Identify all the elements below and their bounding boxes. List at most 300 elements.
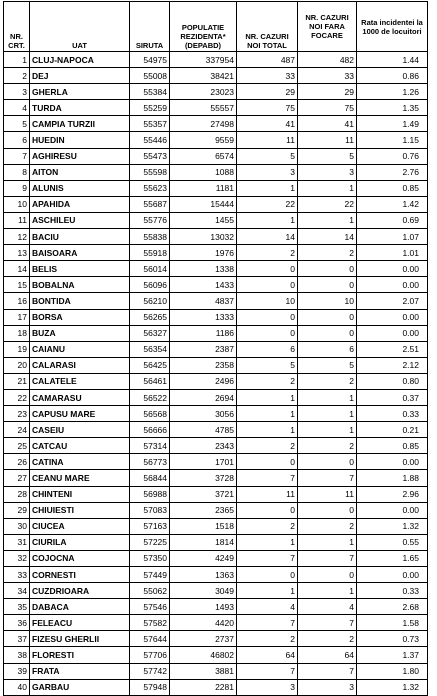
cell-population[interactable]: 1433 (170, 277, 237, 293)
cell-population[interactable]: 1493 (170, 599, 237, 615)
cell-siruta[interactable]: 57083 (130, 502, 170, 518)
cell-nr[interactable]: 32 (4, 550, 30, 566)
cell-uat[interactable]: CASEIU (30, 422, 130, 438)
cell-uat[interactable]: TURDA (30, 100, 130, 116)
cell-cases-total[interactable]: 11 (237, 132, 298, 148)
cell-population[interactable]: 3721 (170, 486, 237, 502)
cell-cases-no-focus[interactable]: 33 (298, 68, 357, 84)
cell-nr[interactable]: 9 (4, 180, 30, 196)
cell-rate[interactable]: 0.21 (357, 422, 428, 438)
cell-siruta[interactable]: 55384 (130, 84, 170, 100)
cell-uat[interactable]: BORSA (30, 309, 130, 325)
cell-nr[interactable]: 18 (4, 325, 30, 341)
cell-population[interactable]: 6574 (170, 148, 237, 164)
cell-nr[interactable]: 36 (4, 615, 30, 631)
cell-nr[interactable]: 1 (4, 52, 30, 68)
cell-rate[interactable]: 0.00 (357, 309, 428, 325)
header-cases-no-focus[interactable]: NR. CAZURI NOI FARA FOCARE (298, 2, 357, 52)
cell-uat[interactable]: BELIS (30, 261, 130, 277)
cell-cases-total[interactable]: 0 (237, 325, 298, 341)
cell-cases-no-focus[interactable]: 7 (298, 470, 357, 486)
cell-cases-no-focus[interactable]: 1 (298, 406, 357, 422)
cell-cases-total[interactable]: 487 (237, 52, 298, 68)
cell-population[interactable]: 2343 (170, 438, 237, 454)
cell-cases-total[interactable]: 6 (237, 341, 298, 357)
cell-uat[interactable]: CAIANU (30, 341, 130, 357)
cell-rate[interactable]: 1.88 (357, 470, 428, 486)
cell-nr[interactable]: 8 (4, 164, 30, 180)
cell-cases-no-focus[interactable]: 0 (298, 261, 357, 277)
cell-cases-total[interactable]: 0 (237, 454, 298, 470)
cell-cases-no-focus[interactable]: 5 (298, 357, 357, 373)
cell-cases-total[interactable]: 1 (237, 406, 298, 422)
cell-cases-no-focus[interactable]: 14 (298, 229, 357, 245)
cell-cases-total[interactable]: 0 (237, 309, 298, 325)
cell-population[interactable]: 1814 (170, 534, 237, 550)
cell-uat[interactable]: GARBAU (30, 679, 130, 695)
table-row (4, 438, 428, 454)
cell-cases-no-focus[interactable]: 2 (298, 631, 357, 647)
cell-cases-no-focus[interactable]: 2 (298, 373, 357, 389)
cell-siruta[interactable]: 55838 (130, 229, 170, 245)
cell-rate[interactable]: 1.44 (357, 52, 428, 68)
cell-siruta[interactable]: 57350 (130, 550, 170, 566)
cell-nr[interactable]: 16 (4, 293, 30, 309)
cell-population[interactable]: 38421 (170, 68, 237, 84)
cell-siruta[interactable]: 56568 (130, 406, 170, 422)
cell-cases-total[interactable]: 22 (237, 196, 298, 212)
cell-siruta[interactable]: 54975 (130, 52, 170, 68)
table-row (4, 454, 428, 470)
cell-population[interactable]: 2694 (170, 389, 237, 405)
cell-rate[interactable]: 0.00 (357, 502, 428, 518)
cell-uat[interactable]: CUZDRIOARA (30, 583, 130, 599)
cell-population[interactable]: 2387 (170, 341, 237, 357)
cell-siruta[interactable]: 56014 (130, 261, 170, 277)
cell-cases-no-focus[interactable]: 41 (298, 116, 357, 132)
cell-nr[interactable]: 23 (4, 406, 30, 422)
cell-uat[interactable]: BUZA (30, 325, 130, 341)
cell-cases-no-focus[interactable]: 11 (298, 132, 357, 148)
cell-cases-total[interactable]: 1 (237, 389, 298, 405)
cell-cases-total[interactable]: 7 (237, 663, 298, 679)
cell-siruta[interactable]: 57163 (130, 518, 170, 534)
table-row (4, 502, 428, 518)
cell-uat[interactable]: CATINA (30, 454, 130, 470)
cell-nr[interactable]: 5 (4, 116, 30, 132)
cell-nr[interactable]: 13 (4, 245, 30, 261)
cell-uat[interactable]: CLUJ-NAPOCA (30, 52, 130, 68)
cell-nr[interactable]: 7 (4, 148, 30, 164)
cell-uat[interactable]: FRATA (30, 663, 130, 679)
cell-nr[interactable]: 3 (4, 84, 30, 100)
cell-cases-no-focus[interactable]: 0 (298, 502, 357, 518)
cell-rate[interactable]: 0.85 (357, 438, 428, 454)
cell-cases-total[interactable]: 64 (237, 647, 298, 663)
cell-cases-no-focus[interactable]: 75 (298, 100, 357, 116)
cell-population[interactable]: 2496 (170, 373, 237, 389)
cell-nr[interactable]: 11 (4, 212, 30, 228)
cell-cases-no-focus[interactable]: 4 (298, 599, 357, 615)
cell-cases-total[interactable]: 7 (237, 550, 298, 566)
cell-siruta[interactable]: 56988 (130, 486, 170, 502)
cell-cases-no-focus[interactable]: 2 (298, 438, 357, 454)
cell-siruta[interactable]: 56522 (130, 389, 170, 405)
header-rate[interactable]: Rata incidentei la 1000 de locuitori (357, 2, 428, 52)
cell-population[interactable]: 13032 (170, 229, 237, 245)
cell-uat[interactable]: CEANU MARE (30, 470, 130, 486)
cell-cases-total[interactable]: 3 (237, 164, 298, 180)
cell-population[interactable]: 1088 (170, 164, 237, 180)
cell-siruta[interactable]: 57449 (130, 567, 170, 583)
cell-population[interactable]: 23023 (170, 84, 237, 100)
cell-population[interactable]: 9559 (170, 132, 237, 148)
cell-uat[interactable]: HUEDIN (30, 132, 130, 148)
cell-population[interactable]: 2358 (170, 357, 237, 373)
cell-population[interactable]: 1363 (170, 567, 237, 583)
table-row (4, 406, 428, 422)
cell-cases-total[interactable]: 1 (237, 583, 298, 599)
cell-cases-total[interactable]: 1 (237, 422, 298, 438)
cell-population[interactable]: 4420 (170, 615, 237, 631)
cell-rate[interactable]: 0.00 (357, 261, 428, 277)
cell-population[interactable]: 2365 (170, 502, 237, 518)
cell-nr[interactable]: 27 (4, 470, 30, 486)
cell-rate[interactable]: 0.73 (357, 631, 428, 647)
cell-uat[interactable]: FIZESU GHERLII (30, 631, 130, 647)
cell-nr[interactable]: 25 (4, 438, 30, 454)
cell-cases-no-focus[interactable]: 2 (298, 518, 357, 534)
cell-population[interactable]: 55557 (170, 100, 237, 116)
cell-rate[interactable]: 2.96 (357, 486, 428, 502)
cell-cases-no-focus[interactable]: 1 (298, 583, 357, 599)
cell-cases-total[interactable]: 4 (237, 599, 298, 615)
cell-cases-total[interactable]: 41 (237, 116, 298, 132)
cell-siruta[interactable]: 57644 (130, 631, 170, 647)
cell-cases-total[interactable]: 1 (237, 534, 298, 550)
cell-uat[interactable]: CALATELE (30, 373, 130, 389)
header-population[interactable]: POPULATIE REZIDENTA* (DEPABD) (170, 2, 237, 52)
cell-cases-no-focus[interactable]: 1 (298, 180, 357, 196)
cell-cases-no-focus[interactable]: 1 (298, 212, 357, 228)
cell-siruta[interactable]: 56666 (130, 422, 170, 438)
cell-uat[interactable]: BONTIDA (30, 293, 130, 309)
cell-cases-no-focus[interactable]: 482 (298, 52, 357, 68)
cell-population[interactable]: 1455 (170, 212, 237, 228)
cell-uat[interactable]: CIURILA (30, 534, 130, 550)
cell-uat[interactable]: DABACA (30, 599, 130, 615)
cell-siruta[interactable]: 55623 (130, 180, 170, 196)
cell-nr[interactable]: 39 (4, 663, 30, 679)
cell-population[interactable]: 1186 (170, 325, 237, 341)
header-cases-total[interactable]: NR. CAZURI NOI TOTAL (237, 2, 298, 52)
cell-rate[interactable]: 1.35 (357, 100, 428, 116)
cell-nr[interactable]: 14 (4, 261, 30, 277)
cell-uat[interactable]: BACIU (30, 229, 130, 245)
cell-population[interactable]: 2281 (170, 679, 237, 695)
cell-cases-no-focus[interactable]: 3 (298, 164, 357, 180)
cell-rate[interactable]: 0.86 (357, 68, 428, 84)
cell-siruta[interactable]: 56461 (130, 373, 170, 389)
cell-population[interactable]: 1701 (170, 454, 237, 470)
cell-rate[interactable]: 2.68 (357, 599, 428, 615)
cell-rate[interactable]: 1.32 (357, 518, 428, 534)
cell-rate[interactable]: 1.80 (357, 663, 428, 679)
cell-siruta[interactable]: 57546 (130, 599, 170, 615)
cell-cases-total[interactable]: 75 (237, 100, 298, 116)
header-siruta[interactable]: SIRUTA (130, 2, 170, 52)
cell-uat[interactable]: AITON (30, 164, 130, 180)
cell-siruta[interactable]: 55776 (130, 212, 170, 228)
cell-cases-no-focus[interactable]: 0 (298, 309, 357, 325)
cell-nr[interactable]: 4 (4, 100, 30, 116)
cell-rate[interactable]: 1.07 (357, 229, 428, 245)
cell-cases-no-focus[interactable]: 11 (298, 486, 357, 502)
cell-cases-total[interactable]: 2 (237, 518, 298, 534)
cell-population[interactable]: 1338 (170, 261, 237, 277)
cell-nr[interactable]: 29 (4, 502, 30, 518)
cell-population[interactable]: 337954 (170, 52, 237, 68)
cell-rate[interactable]: 1.42 (357, 196, 428, 212)
cell-uat[interactable]: BOBALNA (30, 277, 130, 293)
cell-cases-no-focus[interactable]: 0 (298, 454, 357, 470)
cell-rate[interactable]: 2.12 (357, 357, 428, 373)
cell-cases-no-focus[interactable]: 1 (298, 389, 357, 405)
cell-rate[interactable]: 0.00 (357, 325, 428, 341)
cell-population[interactable]: 3881 (170, 663, 237, 679)
cell-cases-total[interactable]: 0 (237, 567, 298, 583)
cell-uat[interactable]: DEJ (30, 68, 130, 84)
header-nr[interactable]: NR. CRT. (4, 2, 30, 52)
cell-rate[interactable]: 0.55 (357, 534, 428, 550)
cell-uat[interactable]: GHERLA (30, 84, 130, 100)
cell-uat[interactable]: COJOCNA (30, 550, 130, 566)
cell-siruta[interactable]: 57706 (130, 647, 170, 663)
cell-rate[interactable]: 0.80 (357, 373, 428, 389)
cell-cases-no-focus[interactable]: 22 (298, 196, 357, 212)
cell-cases-total[interactable]: 2 (237, 245, 298, 261)
cell-nr[interactable]: 15 (4, 277, 30, 293)
cell-siruta[interactable]: 57948 (130, 679, 170, 695)
cell-siruta[interactable]: 56844 (130, 470, 170, 486)
cell-uat[interactable]: FELEACU (30, 615, 130, 631)
cell-rate[interactable]: 0.37 (357, 389, 428, 405)
cell-nr[interactable]: 30 (4, 518, 30, 534)
cell-siruta[interactable]: 56265 (130, 309, 170, 325)
cell-nr[interactable]: 6 (4, 132, 30, 148)
cell-cases-no-focus[interactable]: 64 (298, 647, 357, 663)
cell-rate[interactable]: 1.65 (357, 550, 428, 566)
cell-nr[interactable]: 26 (4, 454, 30, 470)
cell-rate[interactable]: 0.69 (357, 212, 428, 228)
cell-rate[interactable]: 1.15 (357, 132, 428, 148)
cell-rate[interactable]: 1.37 (357, 647, 428, 663)
cell-nr[interactable]: 19 (4, 341, 30, 357)
cell-rate[interactable]: 0.00 (357, 454, 428, 470)
cell-rate[interactable]: 2.51 (357, 341, 428, 357)
cell-rate[interactable]: 1.32 (357, 679, 428, 695)
table-row (4, 293, 428, 309)
cell-cases-no-focus[interactable]: 0 (298, 567, 357, 583)
cell-siruta[interactable]: 57582 (130, 615, 170, 631)
table-row (4, 277, 428, 293)
cell-cases-total[interactable]: 5 (237, 148, 298, 164)
cell-siruta[interactable]: 55473 (130, 148, 170, 164)
cell-cases-total[interactable]: 7 (237, 470, 298, 486)
cell-rate[interactable]: 0.85 (357, 180, 428, 196)
cell-rate[interactable]: 1.26 (357, 84, 428, 100)
cell-uat[interactable]: ASCHILEU (30, 212, 130, 228)
cell-nr[interactable]: 12 (4, 229, 30, 245)
cell-cases-total[interactable]: 3 (237, 679, 298, 695)
cell-siruta[interactable]: 55008 (130, 68, 170, 84)
cell-cases-no-focus[interactable]: 7 (298, 615, 357, 631)
cell-siruta[interactable]: 56327 (130, 325, 170, 341)
cell-population[interactable]: 15444 (170, 196, 237, 212)
cell-cases-no-focus[interactable]: 1 (298, 534, 357, 550)
cell-cases-total[interactable]: 2 (237, 438, 298, 454)
cell-cases-total[interactable]: 0 (237, 502, 298, 518)
cell-siruta[interactable]: 56773 (130, 454, 170, 470)
cell-uat[interactable]: CAPUSU MARE (30, 406, 130, 422)
cell-population[interactable]: 1976 (170, 245, 237, 261)
cell-uat[interactable]: CALARASI (30, 357, 130, 373)
cell-cases-no-focus[interactable]: 6 (298, 341, 357, 357)
cell-uat[interactable]: ALUNIS (30, 180, 130, 196)
cell-nr[interactable]: 28 (4, 486, 30, 502)
cell-rate[interactable]: 0.00 (357, 567, 428, 583)
cell-uat[interactable]: CIUCEA (30, 518, 130, 534)
cell-uat[interactable]: CAMPIA TURZII (30, 116, 130, 132)
table-row (4, 180, 428, 196)
cell-rate[interactable]: 0.33 (357, 583, 428, 599)
cell-cases-total[interactable]: 1 (237, 180, 298, 196)
cell-uat[interactable]: CAMARASU (30, 389, 130, 405)
cell-cases-total[interactable]: 29 (237, 84, 298, 100)
cell-rate[interactable]: 1.58 (357, 615, 428, 631)
cell-population[interactable]: 2737 (170, 631, 237, 647)
cell-siruta[interactable]: 57314 (130, 438, 170, 454)
cell-uat[interactable]: FLORESTI (30, 647, 130, 663)
cell-uat[interactable]: CATCAU (30, 438, 130, 454)
cell-cases-total[interactable]: 2 (237, 631, 298, 647)
cell-siruta[interactable]: 55259 (130, 100, 170, 116)
cell-siruta[interactable]: 56354 (130, 341, 170, 357)
cell-siruta[interactable]: 56210 (130, 293, 170, 309)
cell-cases-no-focus[interactable]: 0 (298, 277, 357, 293)
cell-population[interactable]: 1333 (170, 309, 237, 325)
cell-rate[interactable]: 2.07 (357, 293, 428, 309)
cell-cases-no-focus[interactable]: 29 (298, 84, 357, 100)
cell-cases-total[interactable]: 0 (237, 277, 298, 293)
cell-nr[interactable]: 20 (4, 357, 30, 373)
cell-siruta[interactable]: 56096 (130, 277, 170, 293)
cell-cases-total[interactable]: 2 (237, 373, 298, 389)
cell-nr[interactable]: 34 (4, 583, 30, 599)
cell-siruta[interactable]: 56425 (130, 357, 170, 373)
table-row (4, 148, 428, 164)
cell-population[interactable]: 46802 (170, 647, 237, 663)
cell-siruta[interactable]: 55687 (130, 196, 170, 212)
cell-nr[interactable]: 38 (4, 647, 30, 663)
incidence-table (3, 1, 428, 696)
cell-cases-no-focus[interactable]: 2 (298, 245, 357, 261)
cell-siruta[interactable]: 55446 (130, 132, 170, 148)
table-row (4, 389, 428, 405)
cell-rate[interactable]: 0.00 (357, 277, 428, 293)
cell-cases-no-focus[interactable]: 1 (298, 422, 357, 438)
cell-rate[interactable]: 0.33 (357, 406, 428, 422)
cell-population[interactable]: 4837 (170, 293, 237, 309)
cell-nr[interactable]: 40 (4, 679, 30, 695)
cell-cases-no-focus[interactable]: 3 (298, 679, 357, 695)
cell-nr[interactable]: 10 (4, 196, 30, 212)
cell-population[interactable]: 4249 (170, 550, 237, 566)
cell-nr[interactable]: 33 (4, 567, 30, 583)
cell-uat[interactable]: APAHIDA (30, 196, 130, 212)
cell-population[interactable]: 1181 (170, 180, 237, 196)
cell-rate[interactable]: 1.49 (357, 116, 428, 132)
cell-cases-no-focus[interactable]: 7 (298, 663, 357, 679)
header-uat[interactable]: UAT (30, 2, 130, 52)
cell-population[interactable]: 4785 (170, 422, 237, 438)
cell-cases-no-focus[interactable]: 10 (298, 293, 357, 309)
cell-nr[interactable]: 17 (4, 309, 30, 325)
cell-uat[interactable]: CHINTENI (30, 486, 130, 502)
table-row (4, 486, 428, 502)
cell-population[interactable]: 1518 (170, 518, 237, 534)
cell-rate[interactable]: 2.76 (357, 164, 428, 180)
cell-uat[interactable]: BAISOARA (30, 245, 130, 261)
cell-nr[interactable]: 37 (4, 631, 30, 647)
cell-rate[interactable]: 0.76 (357, 148, 428, 164)
cell-nr[interactable]: 35 (4, 599, 30, 615)
cell-cases-total[interactable]: 11 (237, 486, 298, 502)
cell-siruta[interactable]: 57225 (130, 534, 170, 550)
cell-uat[interactable]: AGHIRESU (30, 148, 130, 164)
cell-nr[interactable]: 21 (4, 373, 30, 389)
cell-uat[interactable]: CORNESTI (30, 567, 130, 583)
cell-population[interactable]: 3728 (170, 470, 237, 486)
cell-population[interactable]: 3056 (170, 406, 237, 422)
cell-cases-no-focus[interactable]: 0 (298, 325, 357, 341)
cell-cases-total[interactable]: 5 (237, 357, 298, 373)
table-row (4, 631, 428, 647)
cell-nr[interactable]: 31 (4, 534, 30, 550)
cell-cases-total[interactable]: 33 (237, 68, 298, 84)
cell-cases-total[interactable]: 1 (237, 212, 298, 228)
cell-siruta[interactable]: 55918 (130, 245, 170, 261)
cell-cases-total[interactable]: 7 (237, 615, 298, 631)
cell-siruta[interactable]: 55062 (130, 583, 170, 599)
cell-population[interactable]: 3049 (170, 583, 237, 599)
cell-cases-total[interactable]: 10 (237, 293, 298, 309)
cell-nr[interactable]: 2 (4, 68, 30, 84)
cell-nr[interactable]: 22 (4, 389, 30, 405)
cell-population[interactable]: 27498 (170, 116, 237, 132)
cell-siruta[interactable]: 55598 (130, 164, 170, 180)
cell-uat[interactable]: CHIUIESTI (30, 502, 130, 518)
cell-nr[interactable]: 24 (4, 422, 30, 438)
cell-rate[interactable]: 1.01 (357, 245, 428, 261)
cell-cases-no-focus[interactable]: 7 (298, 550, 357, 566)
cell-cases-no-focus[interactable]: 5 (298, 148, 357, 164)
cell-cases-total[interactable]: 14 (237, 229, 298, 245)
cell-siruta[interactable]: 57742 (130, 663, 170, 679)
cell-siruta[interactable]: 55357 (130, 116, 170, 132)
cell-cases-total[interactable]: 0 (237, 261, 298, 277)
table-row (4, 164, 428, 180)
